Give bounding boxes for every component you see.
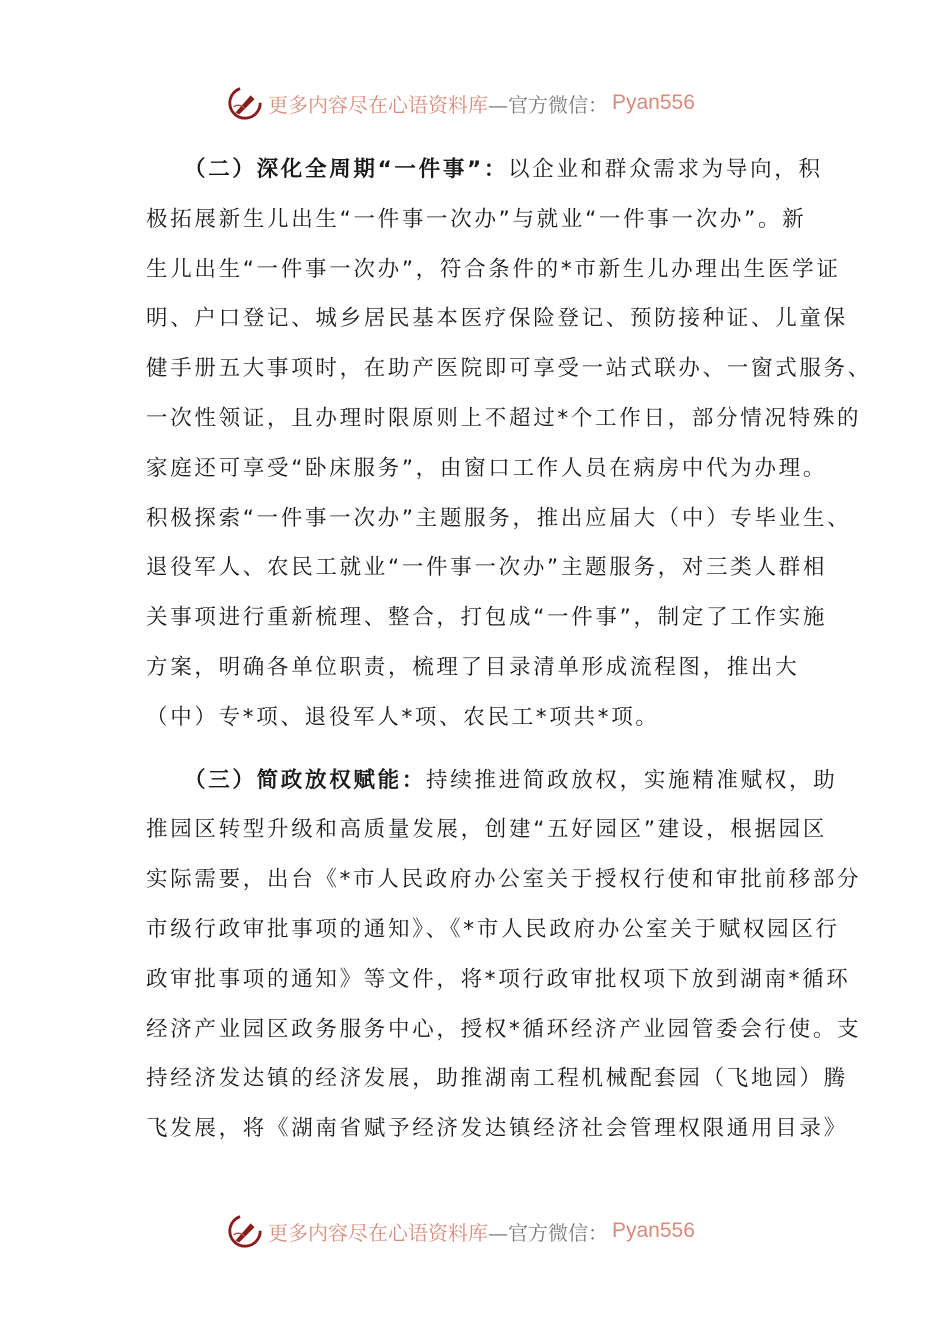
paragraph-line: 生儿出生“一件事一次办”，符合条件的*市新生儿办理出生医学证: [146, 256, 841, 282]
paragraph-line: 飞发展，将《湖南省赋予经济发达镇经济社会管理权限通用目录》: [146, 1116, 848, 1142]
banner-wechat-id: Pyan556: [612, 1219, 695, 1242]
paragraph-line: 明、户口登记、城乡居民基本医疗保险登记、预防接种证、儿童保: [146, 306, 848, 332]
banner-wechat-label: —官方微信：: [488, 1220, 608, 1245]
quill-pen-logo-icon: [226, 1212, 264, 1250]
banner-wechat-label: —官方微信：: [488, 92, 608, 117]
document-body: [146, 145, 873, 1154]
paragraph-line: 推园区转型升级和高质量发展，创建“五好园区”建设，根据园区: [146, 817, 828, 843]
paragraph-line: 健手册五大事项时，在助产医院即可享受一站式联办、一窗式服务、: [146, 356, 873, 382]
paragraph-line: 一次性领证，且办理时限原则上不超过*个工作日，部分情况特殊的: [146, 405, 862, 431]
paragraph-line: 市级行政审批事项的通知》、《*市人民政府办公室关于赋权园区行: [146, 916, 840, 942]
paragraph-line: 退役军人、农民工就业“一件事一次办”主题服务，对三类人群相: [146, 555, 828, 581]
paragraph-line: 经济产业园区政务服务中心，授权*循环经济产业园管委会行使。支: [146, 1016, 862, 1042]
paragraph-line: 极拓展新生儿出生“一件事一次办”与就业“一件事一次办”。新: [146, 206, 807, 232]
section-2: [146, 145, 873, 743]
section-heading: （三）简政放权赋能：: [184, 767, 427, 793]
watermark-banner-bottom: [226, 1209, 695, 1253]
paragraph-line: 实际需要，出台《*市人民政府办公室关于授权行使和审批前移部分: [146, 867, 862, 893]
banner-main-text: 更多内容尽在心语资料库: [268, 1220, 488, 1245]
watermark-banner-top: [226, 81, 695, 125]
section-3: [146, 756, 862, 1154]
paragraph-line: 积极探索“一件事一次办”主题服务，推出应届大（中）专毕业生、: [146, 505, 852, 531]
paragraph-line: 政审批事项的通知》等文件，将*项行政审批权项下放到湖南*循环: [146, 966, 851, 992]
paragraph-line: （二）深化全周期“一件事”：以企业和群众需求为导向，积: [184, 157, 823, 182]
section-heading: （二）深化全周期“一件事”：: [184, 157, 509, 182]
banner-main-text: 更多内容尽在心语资料库: [268, 92, 488, 117]
banner-wechat-id: Pyan556: [612, 91, 695, 114]
paragraph-line: 关事项进行重新梳理、整合，打包成“一件事”，制定了工作实施: [146, 605, 828, 631]
paragraph-line: （中）专*项、退役军人*项、农民工*项共*项。: [146, 704, 660, 730]
paragraph-gap: [146, 743, 806, 756]
paragraph-line: 持经济发达镇的经济发展，助推湖南工程机械配套园（飞地园）腾: [146, 1066, 848, 1092]
paragraph-line: （三）简政放权赋能：持续推进简政放权，实施精准赋权，助: [184, 767, 838, 793]
paragraph-line: 方案，明确各单位职责，梳理了目录清单形成流程图，推出大: [146, 654, 800, 680]
quill-pen-logo-icon: [226, 84, 264, 122]
paragraph-line: 家庭还可享受“卧床服务”，由窗口工作人员在病房中代为办理。: [146, 455, 828, 481]
